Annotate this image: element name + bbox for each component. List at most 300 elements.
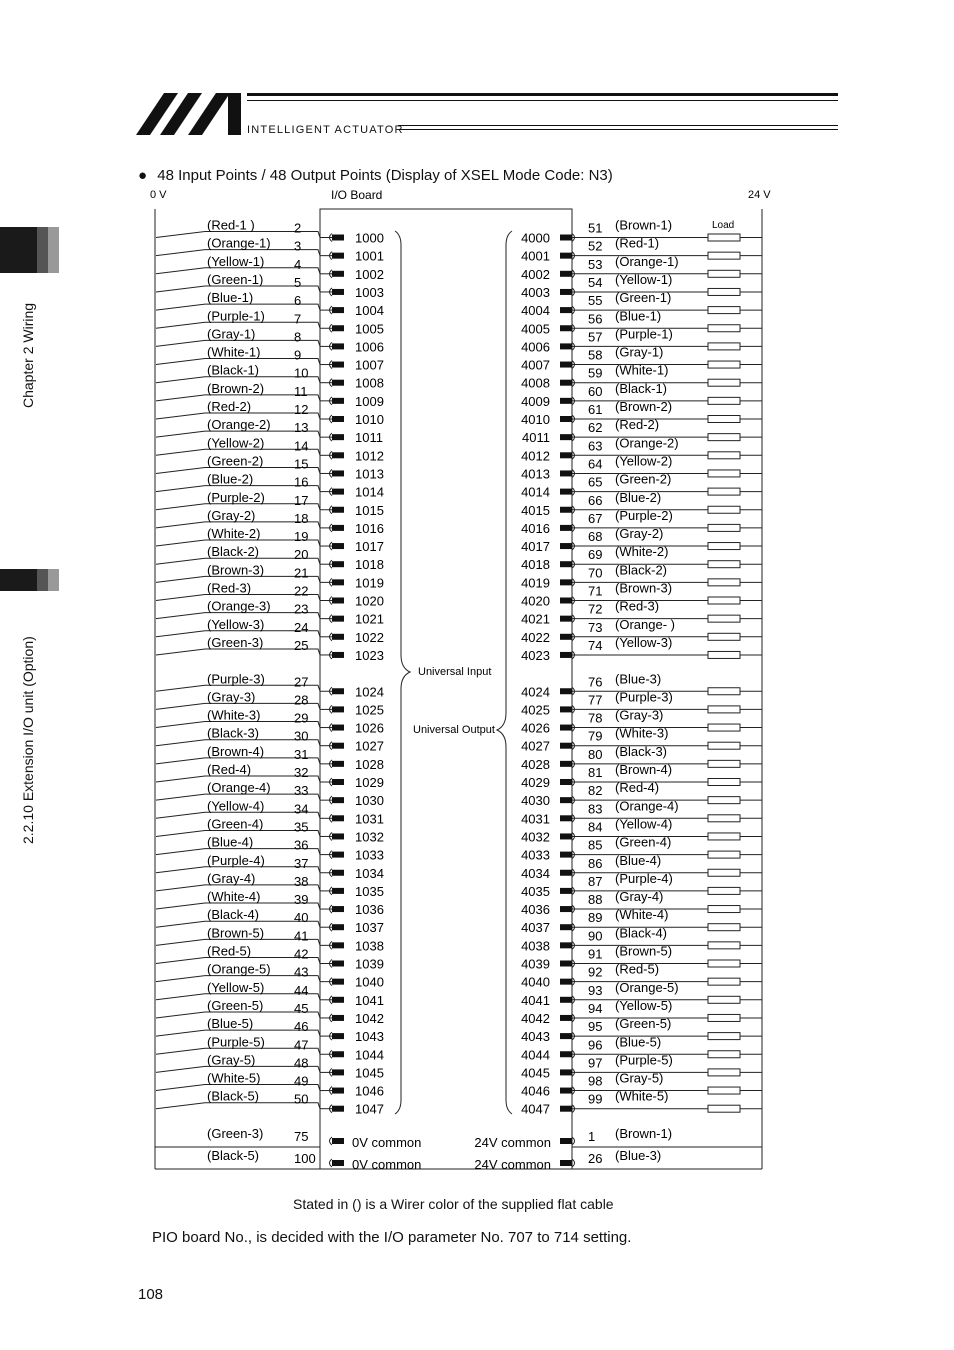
input-row — [156, 871, 384, 899]
load-resistor — [708, 815, 740, 822]
output-port-number: 4014 — [521, 484, 550, 500]
universal-output-brace — [497, 231, 512, 1114]
output-wire-color: (Gray-1) — [615, 344, 664, 360]
input-port-number: 1004 — [355, 303, 384, 319]
input-wire-color: (Black-4) — [207, 907, 260, 923]
output-wire-color: (Yellow-3) — [615, 634, 673, 650]
input-row — [156, 671, 384, 699]
input-port-number: 1033 — [355, 847, 384, 863]
output-port-number: 4028 — [521, 756, 550, 772]
common-rows — [207, 1126, 672, 1172]
output-pin-number: 95 — [588, 1019, 603, 1035]
input-port-number: 1024 — [355, 684, 384, 700]
input-port-number: 1003 — [355, 284, 384, 300]
output-port-number: 4003 — [521, 284, 550, 300]
output-pin-number: 86 — [588, 855, 603, 871]
output-pin-number: 81 — [588, 765, 603, 780]
input-row — [156, 599, 384, 627]
input-port-number: 1015 — [355, 502, 384, 518]
input-wire-color: (Orange-3) — [207, 598, 271, 614]
common-left-label: 0V common — [352, 1135, 422, 1150]
input-pin-number: 8 — [294, 329, 302, 345]
output-wire-color: (White-4) — [615, 907, 669, 923]
output-wire-color: (Purple-5) — [615, 1052, 673, 1068]
load-resistor — [708, 524, 740, 531]
load-resistor — [708, 288, 740, 295]
input-row — [156, 381, 384, 409]
output-pin-number: 87 — [588, 873, 603, 889]
input-pin-number: 20 — [294, 547, 309, 563]
input-wire-color: (Red-5) — [207, 943, 252, 959]
output-pin-number: 82 — [588, 783, 603, 799]
input-pin-number: 13 — [294, 420, 309, 436]
input-row — [156, 435, 384, 463]
input-pin-number: 42 — [294, 946, 309, 962]
input-port-number: 1028 — [355, 756, 384, 772]
input-pin-number: 10 — [294, 365, 309, 381]
load-resistor — [708, 615, 740, 622]
input-pin-number: 43 — [294, 964, 309, 980]
input-port-number: 1025 — [355, 702, 384, 718]
output-wire-color: (Yellow-1) — [615, 271, 673, 287]
output-pin-number: 58 — [588, 347, 603, 363]
input-pin-number: 38 — [294, 873, 309, 889]
load-resistor — [708, 506, 740, 513]
load-resistor — [708, 706, 740, 713]
input-wire-color: (Black-1) — [207, 362, 260, 378]
output-wire-color: (Yellow-5) — [615, 997, 673, 1013]
common-left-wire-color: (Green-3) — [207, 1126, 264, 1141]
label-universal-output: Universal Output — [413, 724, 495, 736]
label-load: Load — [712, 220, 735, 231]
output-port-number: 4018 — [521, 557, 550, 573]
input-row — [156, 889, 384, 917]
chapter-label: Chapter 2 Wiring — [20, 302, 36, 408]
output-wire-color: (Black-3) — [615, 743, 668, 759]
output-pin-number: 54 — [588, 274, 603, 290]
load-resistor — [708, 724, 740, 731]
input-wire-color: (Green-2) — [207, 453, 264, 469]
load-resistor — [708, 597, 740, 604]
output-pin-number: 84 — [588, 819, 603, 835]
input-pin-number: 50 — [294, 1091, 309, 1107]
input-pin-number: 40 — [294, 910, 309, 926]
output-pin-number: 52 — [588, 238, 603, 254]
output-port-number: 4013 — [521, 466, 550, 482]
input-row — [156, 853, 384, 881]
input-port-number: 1036 — [355, 902, 384, 918]
input-wire-color: (Red-2) — [207, 399, 252, 414]
input-pin-number: 27 — [294, 674, 309, 690]
output-pin-number: 59 — [588, 365, 603, 381]
load-resistor — [708, 651, 740, 658]
load-resistor — [708, 906, 740, 913]
output-pin-number: 83 — [588, 801, 603, 817]
common-right-pin: 1 — [588, 1129, 596, 1144]
input-port-number: 1005 — [355, 321, 384, 337]
output-port-number: 4011 — [522, 430, 550, 446]
output-wire-color: (Purple-4) — [615, 870, 673, 886]
output-port-number: 4027 — [521, 738, 550, 754]
output-pin-number: 71 — [588, 583, 603, 599]
page-number: 108 — [138, 1286, 164, 1303]
output-wire-color: (Red-1) — [615, 235, 660, 251]
output-pin-number: 72 — [588, 601, 603, 617]
load-resistor — [708, 1014, 740, 1021]
input-port-number: 1026 — [355, 720, 384, 736]
input-wire-color: (Gray-5) — [207, 1052, 256, 1068]
output-pin-number: 77 — [588, 692, 603, 708]
input-pin-number: 25 — [294, 637, 309, 653]
input-wire-color: (Purple-3) — [207, 671, 265, 687]
load-resistor — [708, 543, 740, 550]
input-row — [156, 562, 384, 590]
input-port-number: 1046 — [355, 1083, 384, 1099]
output-wire-color: (Red-5) — [615, 961, 660, 977]
load-resistor — [708, 488, 740, 495]
output-port-number: 4036 — [521, 902, 550, 918]
output-port-number: 4007 — [521, 357, 550, 373]
input-port-number: 1038 — [355, 938, 384, 954]
output-port-number: 4030 — [521, 793, 550, 809]
common-left-label: 0V common — [352, 1157, 422, 1172]
output-wire-color: (Red-4) — [615, 780, 660, 796]
input-pin-number: 36 — [294, 837, 309, 853]
output-pin-number: 98 — [588, 1073, 603, 1089]
output-pin-number: 64 — [588, 456, 603, 472]
output-port-number: 4022 — [521, 629, 550, 645]
load-resistor — [708, 234, 740, 241]
output-pin-number: 91 — [588, 946, 603, 962]
load-resistor — [708, 1087, 740, 1094]
label-24v: 24 V — [748, 189, 771, 201]
input-port-number: 1009 — [355, 393, 384, 409]
input-pin-number: 5 — [294, 274, 302, 290]
input-wire-color: (Yellow-5) — [207, 979, 265, 995]
output-port-number: 4043 — [521, 1029, 550, 1045]
output-wire-color: (White-5) — [615, 1088, 669, 1104]
input-pin-number: 44 — [294, 982, 309, 998]
load-resistor — [708, 1105, 740, 1112]
output-pin-number: 88 — [588, 892, 603, 908]
output-wire-color: (Orange-5) — [615, 979, 679, 995]
output-port-number: 4024 — [521, 684, 550, 700]
common-left-pin: 100 — [294, 1151, 316, 1166]
input-wire-color: (Red-3) — [207, 580, 252, 596]
output-wire-color: (Gray-4) — [615, 889, 664, 905]
output-wire-color: (Orange-1) — [615, 253, 679, 269]
output-wire-color: (Gray-3) — [615, 707, 664, 723]
input-port-number: 1044 — [355, 1047, 384, 1063]
output-pin-number: 62 — [588, 420, 603, 436]
load-resistor — [708, 942, 740, 949]
output-wire-color: (Orange-4) — [615, 798, 679, 814]
output-pin-number: 63 — [588, 438, 603, 454]
output-pin-number: 61 — [588, 402, 603, 417]
input-row — [156, 363, 384, 391]
output-port-number: 4006 — [521, 339, 550, 355]
input-pin-number: 48 — [294, 1055, 309, 1071]
output-port-number: 4017 — [521, 539, 550, 555]
common-right-label: 24V common — [474, 1135, 551, 1150]
output-wire-color: (Green-2) — [615, 471, 672, 487]
output-wire-color: (Orange- ) — [615, 616, 675, 632]
input-port-number: 1040 — [355, 974, 384, 990]
input-pin-number: 2 — [294, 220, 302, 236]
load-resistor — [708, 252, 740, 259]
load-resistor — [708, 416, 740, 423]
input-port-number: 1008 — [355, 375, 384, 391]
input-port-number: 1042 — [355, 1010, 384, 1026]
input-wire-color: (Yellow-3) — [207, 616, 265, 632]
output-pin-number: 93 — [588, 982, 603, 998]
input-wire-color: (Brown-4) — [207, 743, 265, 759]
output-port-number: 4037 — [521, 920, 550, 936]
input-port-number: 1041 — [355, 992, 384, 1008]
input-row — [156, 980, 384, 1008]
load-resistor — [708, 869, 740, 876]
output-port-number: 4047 — [521, 1101, 550, 1117]
input-wire-color: (Gray-2) — [207, 507, 256, 523]
input-row — [156, 490, 384, 518]
input-wire-color: (Brown-3) — [207, 562, 265, 578]
output-port-number: 4026 — [521, 720, 550, 736]
input-row — [156, 635, 384, 663]
input-port-number: 1018 — [355, 557, 384, 573]
input-wire-color: (Gray-1) — [207, 326, 256, 342]
load-resistor — [708, 579, 740, 586]
output-wire-color: (Brown-2) — [615, 399, 673, 414]
input-port-number: 1011 — [355, 430, 383, 446]
output-port-number: 4019 — [521, 575, 550, 591]
output-pin-number: 73 — [588, 619, 603, 635]
load-resistor — [708, 1033, 740, 1040]
input-pin-number: 34 — [294, 801, 309, 817]
input-pin-number: 7 — [294, 311, 302, 327]
input-wire-color: (Black-2) — [207, 544, 260, 560]
output-pin-number: 55 — [588, 293, 603, 309]
input-port-number: 1021 — [355, 611, 384, 627]
input-row — [156, 780, 384, 808]
input-row — [156, 1034, 384, 1062]
output-pin-number: 79 — [588, 728, 603, 744]
output-port-number: 4016 — [521, 520, 550, 536]
output-wire-color: (Blue-5) — [615, 1034, 662, 1050]
output-wire-color: (Green-5) — [615, 1016, 672, 1032]
common-row — [207, 1126, 672, 1150]
input-pin-number: 41 — [294, 928, 309, 944]
input-port-number: 1045 — [355, 1065, 384, 1081]
output-wire-color: (Purple-3) — [615, 689, 673, 705]
input-wire-color: (Green-4) — [207, 816, 264, 832]
output-port-number: 4044 — [521, 1047, 550, 1063]
output-pin-number: 80 — [588, 746, 603, 762]
output-wire-color: (White-2) — [615, 544, 669, 560]
load-resistor — [708, 924, 740, 931]
input-row — [156, 345, 384, 373]
input-row — [156, 508, 384, 536]
input-pin-number: 4 — [294, 256, 302, 272]
input-port-number: 1006 — [355, 339, 384, 355]
input-wire-color: (Gray-3) — [207, 689, 256, 705]
common-right-pin: 26 — [588, 1151, 603, 1166]
output-wire-color: (Brown-3) — [615, 580, 673, 596]
output-port-number: 4035 — [521, 883, 550, 899]
output-pin-number: 78 — [588, 710, 603, 726]
output-pin-number: 68 — [588, 529, 603, 545]
output-port-number: 4034 — [521, 865, 550, 881]
load-resistor — [708, 1069, 740, 1076]
input-wire-color: (Purple-1) — [207, 308, 265, 324]
input-row — [156, 254, 384, 282]
input-pin-number: 30 — [294, 728, 309, 744]
output-wire-color: (Blue-3) — [615, 671, 662, 687]
input-port-number: 1001 — [355, 248, 384, 264]
input-port-number: 1035 — [355, 883, 384, 899]
input-port-number: 1019 — [355, 575, 384, 591]
output-wire-color: (Brown-4) — [615, 762, 673, 777]
load-resistor — [708, 325, 740, 332]
output-wire-color: (Purple-2) — [615, 507, 673, 523]
output-port-number: 4001 — [521, 248, 550, 264]
input-row — [156, 998, 384, 1026]
output-pin-number: 89 — [588, 910, 603, 926]
input-port-number: 1027 — [355, 738, 384, 754]
input-row — [156, 907, 384, 935]
input-port-number: 1016 — [355, 520, 384, 536]
input-row — [156, 726, 384, 754]
input-wire-color: (Brown-2) — [207, 380, 265, 396]
input-rows — [156, 218, 384, 1117]
output-port-number: 4012 — [521, 448, 550, 464]
output-port-number: 4004 — [521, 303, 550, 319]
input-wire-color: (White-1) — [207, 344, 261, 360]
load-resistor — [708, 688, 740, 695]
output-wire-color: (Blue-1) — [615, 308, 662, 324]
output-wire-color: (Black-2) — [615, 562, 668, 578]
output-pin-number: 53 — [588, 256, 603, 272]
brand-name: INTELLIGENT ACTUATOR — [247, 124, 404, 136]
input-port-number: 1023 — [355, 647, 384, 663]
input-row — [156, 816, 384, 844]
load-resistor — [708, 397, 740, 404]
input-pin-number: 37 — [294, 855, 309, 871]
input-row — [156, 1089, 384, 1117]
input-wire-color: (White-4) — [207, 889, 261, 905]
label-universal-input: Universal Input — [418, 666, 492, 678]
output-pin-number: 65 — [588, 474, 603, 490]
input-pin-number: 31 — [294, 746, 309, 762]
input-port-number: 1030 — [355, 793, 384, 809]
load-resistor — [708, 343, 740, 350]
output-pin-number: 70 — [588, 565, 603, 581]
common-right-label: 24V common — [474, 1157, 551, 1172]
input-row — [156, 689, 384, 717]
output-port-number: 4031 — [521, 811, 550, 827]
input-port-number: 1029 — [355, 775, 384, 790]
output-wire-color: (Green-1) — [615, 290, 672, 306]
input-wire-color: (Red-4) — [207, 762, 252, 777]
input-row — [156, 453, 384, 481]
output-pin-number: 90 — [588, 928, 603, 944]
load-resistor — [708, 452, 740, 459]
load-resistor — [708, 742, 740, 749]
output-port-number: 4010 — [521, 412, 550, 427]
output-pin-number: 99 — [588, 1091, 603, 1107]
section-label: 2.2.10 Extension I/O unit (Option) — [20, 636, 36, 844]
load-resistor — [708, 633, 740, 640]
input-pin-number: 29 — [294, 710, 309, 726]
output-port-number: 4040 — [521, 974, 550, 990]
output-wire-color: (Red-3) — [615, 598, 660, 614]
input-port-number: 1012 — [355, 448, 384, 464]
output-port-number: 4029 — [521, 775, 550, 790]
output-pin-number: 67 — [588, 510, 603, 526]
input-port-number: 1043 — [355, 1029, 384, 1045]
input-row — [156, 798, 384, 826]
output-port-number: 4020 — [521, 593, 550, 609]
common-right-wire-color: (Blue-3) — [615, 1148, 662, 1163]
input-port-number: 1013 — [355, 466, 384, 482]
output-wire-color: (Orange-2) — [615, 435, 679, 451]
output-wire-color: (Yellow-4) — [615, 816, 673, 832]
output-wire-color: (Purple-1) — [615, 326, 673, 342]
output-wire-color: (Yellow-2) — [615, 453, 673, 469]
output-port-number: 4008 — [521, 375, 550, 391]
input-wire-color: (Blue-4) — [207, 834, 254, 850]
input-wire-color: (Green-3) — [207, 634, 264, 650]
common-row — [207, 1148, 661, 1172]
output-pin-number: 76 — [588, 674, 603, 690]
input-wire-color: (Green-5) — [207, 997, 264, 1013]
load-resistor — [708, 851, 740, 858]
output-pin-number: 92 — [588, 964, 603, 980]
input-row — [156, 925, 384, 953]
input-row — [156, 236, 384, 264]
common-left-pin: 75 — [294, 1129, 309, 1144]
load-resistor — [708, 779, 740, 786]
input-port-number: 1031 — [355, 811, 384, 827]
load-resistor — [708, 960, 740, 967]
input-row — [156, 1071, 384, 1099]
output-pin-number: 51 — [588, 220, 603, 236]
input-wire-color: (Yellow-1) — [207, 253, 265, 269]
input-wire-color: (Purple-5) — [207, 1034, 265, 1050]
output-port-number: 4021 — [521, 611, 550, 627]
output-wire-color: (Red-2) — [615, 417, 660, 433]
load-resistor — [708, 470, 740, 477]
input-row — [156, 1052, 384, 1080]
input-pin-number: 49 — [294, 1073, 309, 1089]
input-wire-color: (Black-3) — [207, 725, 260, 741]
output-pin-number: 94 — [588, 1000, 603, 1016]
input-pin-number: 47 — [294, 1037, 309, 1053]
input-port-number: 1022 — [355, 629, 384, 645]
output-port-number: 4039 — [521, 956, 550, 972]
input-row — [156, 617, 384, 645]
load-resistor — [708, 760, 740, 767]
output-port-number: 4042 — [521, 1010, 550, 1026]
output-wire-color: (Gray-2) — [615, 526, 664, 542]
output-port-number: 4023 — [521, 647, 550, 663]
input-pin-number: 39 — [294, 892, 309, 908]
output-wire-color: (Gray-5) — [615, 1070, 664, 1086]
load-resistor — [708, 978, 740, 985]
input-wire-color: (Orange-5) — [207, 961, 271, 977]
input-port-number: 1047 — [355, 1101, 384, 1117]
input-row — [156, 308, 384, 336]
input-wire-color: (White-3) — [207, 707, 261, 723]
